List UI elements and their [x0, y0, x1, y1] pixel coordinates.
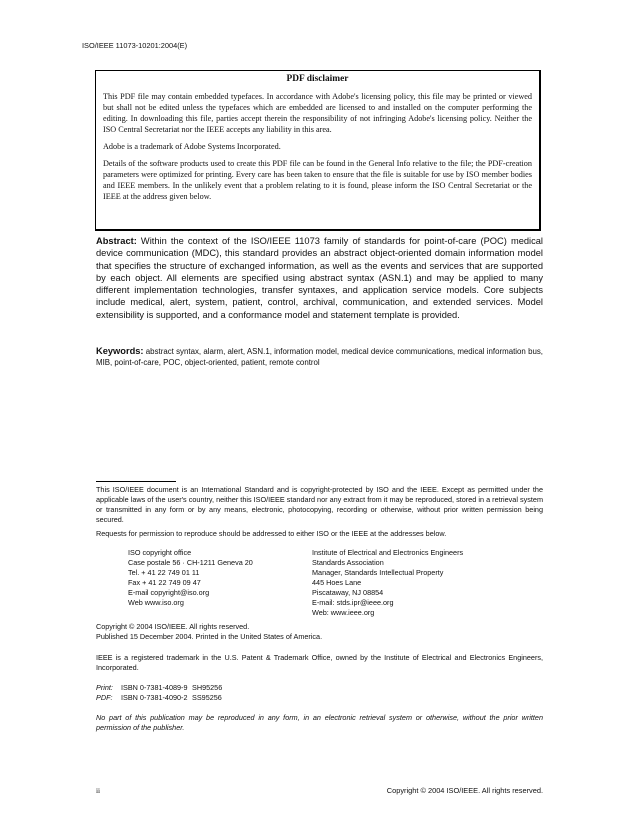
isbn-number: ISBN 0-7381-4090-2 [121, 693, 188, 702]
abstract [96, 235, 543, 321]
address-line: Case postale 56 · CH-1211 Geneva 20 [128, 558, 253, 567]
address-line: Web: www.ieee.org [312, 608, 375, 617]
address-line: 445 Hoes Lane [312, 578, 362, 587]
trademark-text: IEEE is a registered trademark in the U.S. Patent & Trademark Office, owned by the Institute of Electrical and Electronics Engineers, Incorporated. [96, 653, 543, 672]
address-line: Standards Association [312, 558, 384, 567]
copyright-notice: This ISO/IEEE document is an International Standard and is copyright-protected by ISO and the IEEE. Except as permitted under the applicable laws of the user's country, neither this ISO/IEEE standard nor any extract from it may be reproduced, stored in a retrieval system or transmitted in any form or by any means, electronic, photocopying, recording or otherwise, without prior written permission being secured. [96, 485, 543, 524]
footnote-rule [96, 481, 176, 482]
permission-requests: Requests for permission to reproduce should be addressed to either ISO or the IEEE at the addresses below. [96, 529, 447, 538]
address-line: Manager, Standards Intellectual Property [312, 568, 444, 577]
disclaimer-title: PDF disclaimer [286, 74, 349, 84]
isbn-label: PDF: [96, 693, 113, 702]
abstract-text: Within the context of the ISO/IEEE 11073 family of standards for point-of-care (POC) medical device communication (MDC), this standard provides an abstract object-oriented domain information model that specifies the structure of exchanged information, as well as the events and services that are supported by each object. All elements are specified using abstract syntax (ASN.1) and may be applied to many different implementation technologies, transfer syntaxes, and application service models. Core subjects include medical, alert, system, patient, control, archival, communication, and extended services. Model extensibility is supported, and a conformance model and statement template is provided. [96, 236, 543, 320]
disclaimer-paragraph: This PDF file may contain embedded typefaces. In accordance with Adobe's licensing policy, this file may be printed or viewed but shall not be edited unless the typefaces which are embedded are licensed to and installed on the computer performing the editing. In downloading this file, parties accept therein the responsibility of not infringing Adobe's licensing policy. Neither the ISO Central Secretariat nor the IEEE accepts any liability in this area. [103, 92, 532, 134]
isbn-block [96, 683, 222, 703]
copyright-line: Copyright © 2004 ISO/IEEE. All rights reserved. [96, 622, 250, 631]
published-line: Published 15 December 2004. Printed in the United States of America. [96, 632, 323, 641]
isbn-code: SS95256 [192, 693, 222, 702]
abstract-label: Abstract: [96, 236, 137, 246]
page-number: ii [96, 786, 101, 795]
copyright-published [96, 622, 322, 642]
isbn-label: Print: [96, 683, 113, 692]
document-id-header: ISO/IEEE 11073-10201:2004(E) [82, 41, 188, 50]
ieee-address [312, 548, 463, 618]
footer-copyright: Copyright © 2004 ISO/IEEE. All rights reserved. [386, 786, 543, 795]
iso-address [128, 548, 253, 608]
keywords-text: abstract syntax, alarm, alert, ASN.1, information model, medical device communications, medical information bus, MIB, point-of-care, POC, object-oriented, patient, remote control [96, 347, 543, 367]
pdf-disclaimer-box [95, 70, 541, 231]
address-line: E-mail copyright@iso.org [128, 588, 210, 597]
address-line: Tel. + 41 22 749 01 11 [128, 568, 200, 577]
isbn-number: ISBN 0-7381-4089-9 [121, 683, 188, 692]
isbn-row [96, 693, 222, 703]
address-line: Fax + 41 22 749 09 47 [128, 578, 201, 587]
keywords-label: Keywords: [96, 346, 144, 356]
address-line: Institute of Electrical and Electronics Engineers [312, 548, 464, 557]
address-line: Web www.iso.org [128, 598, 184, 607]
isbn-row [96, 683, 222, 693]
trademark-note [96, 653, 543, 677]
no-part-text: No part of this publication may be reproduced in any form, in an electronic retrieval system or otherwise, without the prior written permission of the publisher. [96, 713, 543, 732]
address-line: E-mail: stds.ipr@ieee.org [312, 598, 394, 607]
isbn-code: SH95256 [192, 683, 223, 692]
disclaimer-paragraph: Adobe is a trademark of Adobe Systems Incorporated. [103, 142, 281, 151]
no-part-notice [96, 713, 543, 737]
address-line: Piscataway, NJ 08854 [312, 588, 384, 597]
keywords [96, 346, 543, 368]
copyright-footnote [96, 485, 543, 543]
address-line: ISO copyright office [128, 548, 192, 557]
disclaimer-paragraph: Details of the software products used to create this PDF file can be found in the General Info relative to the file; the PDF-creation parameters were optimized for printing. Every care has been taken to ensure that the file is suitable for use by ISO member bodies and IEEE members. In the unlikely event that a problem relating to it is found, please inform the ISO Central Secretariat or the IEEE at the address given below. [103, 159, 532, 201]
